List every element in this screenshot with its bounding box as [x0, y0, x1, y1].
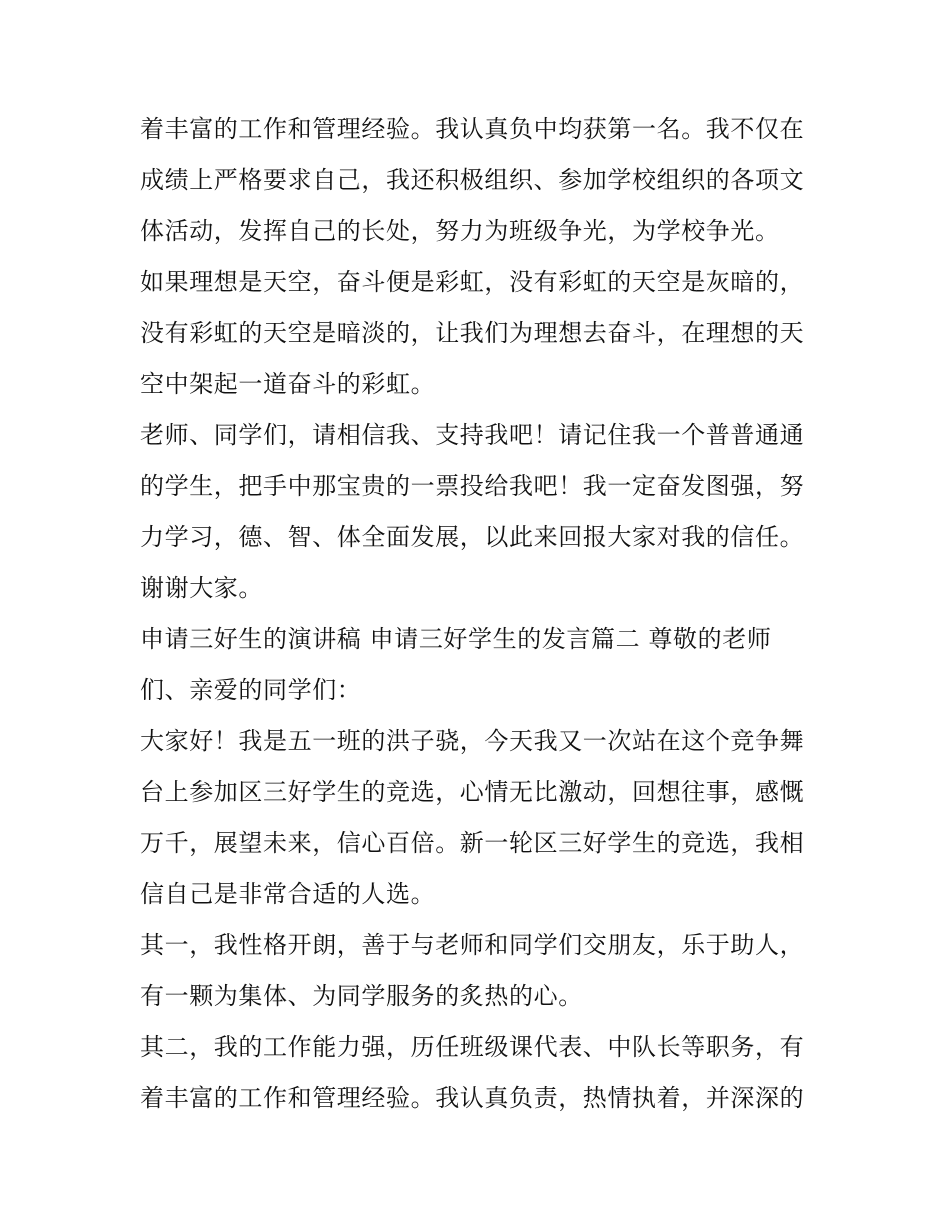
text-line: 有一颗为集体、为同学服务的炙热的心。 — [140, 982, 583, 1010]
text-line: 老师、同学们，请相信我、支持我吧！请记住我一个普普通通 — [140, 421, 805, 449]
text-line: 成绩上严格要求自己，我还积极组织、参加学校组织的各项文 — [140, 166, 805, 194]
text-line: 如果理想是天空，奋斗便是彩虹，没有彩虹的天空是灰暗的， — [140, 268, 805, 296]
text-line: 着丰富的工作和管理经验。我认真负责，热情执着，并深深的 — [140, 1084, 805, 1112]
text-line: 谢谢大家。 — [140, 574, 263, 602]
text-line: 们、亲爱的同学们： — [140, 676, 362, 704]
text-line: 其二，我的工作能力强，历任班级课代表、中队长等职务，有 — [140, 1033, 805, 1061]
text-line: 没有彩虹的天空是暗淡的，让我们为理想去奋斗，在理想的天 — [140, 319, 805, 347]
text-line: 力学习，德、智、体全面发展，以此来回报大家对我的信任。 — [140, 523, 805, 551]
text-line: 体活动，发挥自己的长处，努力为班级争光，为学校争光。 — [140, 217, 780, 245]
text-line: 空中架起一道奋斗的彩虹。 — [140, 370, 436, 398]
text-line: 着丰富的工作和管理经验。我认真负中均获第一名。我不仅在 — [140, 115, 805, 143]
text-line: 信自己是非常合适的人选。 — [140, 880, 436, 908]
text-line: 台上参加区三好学生的竞选，心情无比激动，回想往事，感慨 — [140, 778, 805, 806]
text-line: 大家好！我是五一班的洪子骁，今天我又一次站在这个竞争舞 — [140, 727, 805, 755]
text-line: 申请三好生的演讲稿 申请三好学生的发言篇二 尊敬的老师 — [140, 625, 772, 653]
text-line: 的学生，把手中那宝贵的一票投给我吧！我一定奋发图强，努 — [140, 472, 805, 500]
text-line: 万千，展望未来，信心百倍。新一轮区三好学生的竞选，我相 — [140, 829, 805, 857]
text-line: 其一，我性格开朗，善于与老师和同学们交朋友，乐于助人， — [140, 931, 805, 959]
